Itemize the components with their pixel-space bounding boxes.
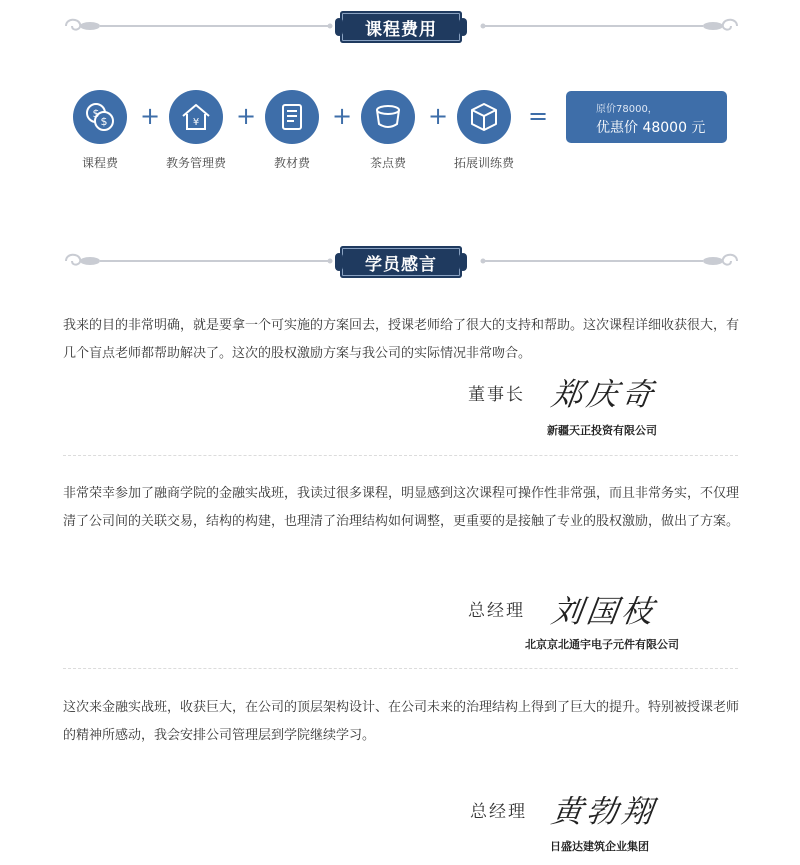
testimonials-section-title-plate [340,246,462,278]
svg-text:$: $ [92,107,100,120]
fee-label-course: 课程费 [81,156,118,170]
fee-item-refreshments [338,88,438,171]
fee-item-admin [146,88,246,171]
signer-title-2: 总经理 [468,601,525,621]
fee-breakdown-row [0,88,800,178]
signature-name-2: 刘国枝 [548,594,660,630]
fees-section-header [0,8,800,48]
signer-title-1: 董事长 [468,385,525,405]
plus-sign: + [140,102,161,130]
fee-item-course [50,88,150,171]
right-ornament-icon [478,8,743,44]
equals-sign: = [528,102,549,130]
fee-label-outdoor-training: 拓展训练费 [453,156,514,170]
left-ornament-icon [60,8,335,44]
coins-icon [73,90,127,144]
fees-section-title: 课程费用 [365,19,437,40]
signer-title-3: 总经理 [470,802,527,822]
company-name-1: 新疆天正投资有限公司 [547,424,657,437]
discount-price: 优惠价 48000 元 [596,120,706,136]
price-box [566,91,727,143]
fee-label-refreshments: 茶点费 [369,156,406,170]
testimonial-text-1: 我来的目的非常明确，就是要拿一个可实施的方案回去，授课老师给了很大的支持和帮助。这次课程详细收获很大，有几个盲点老师都帮助解决了。这次的股权激励方案与我公司的实际情况非常吻合。 [63,318,740,361]
plus-sign: + [332,102,353,130]
signature-name-1: 郑庆奇 [548,377,660,413]
company-name-3: 日盛达建筑企业集团 [550,840,649,853]
fee-item-outdoor-training [434,88,534,171]
cube-icon [457,90,511,144]
company-name-2: 北京京北通宇电子元件有限公司 [525,638,679,651]
cup-icon [361,90,415,144]
testimonial-text-3: 这次来金融实战班，收获巨大，在公司的顶层架构设计、在公司未来的治理结构上得到了巨大的提升。特别被授课老师的精神所感动，我会安排公司管理层到学院继续学习。 [63,700,740,743]
fee-item-materials [242,88,342,171]
divider [63,668,738,669]
testimonials-section-header [0,243,800,283]
fee-label-materials: 教材费 [273,156,310,170]
testimonials-section-title: 学员感言 [365,254,437,275]
svg-text:¥: ¥ [192,117,200,128]
plus-sign: + [236,102,257,130]
svg-text:$: $ [100,115,108,128]
original-price: 原价78000， [596,104,658,115]
document-icon [265,90,319,144]
right-ornament-icon [478,243,743,279]
house-yen-icon [169,90,223,144]
fees-section-title-plate [340,11,462,43]
plus-sign: + [428,102,449,130]
fee-label-admin: 教务管理费 [165,156,226,170]
left-ornament-icon [60,243,335,279]
testimonial-text-2: 非常荣幸参加了融商学院的金融实战班，我读过很多课程，明显感到这次课程可操作性非常强，而且非常务实，不仅理清了公司间的关联交易，结构的构建，也理清了治理结构如何调整，更重要的是接触了专业的股权激励，做出了方案。 [63,486,740,529]
divider [63,455,738,456]
signature-name-3: 黄勃翔 [548,794,660,830]
